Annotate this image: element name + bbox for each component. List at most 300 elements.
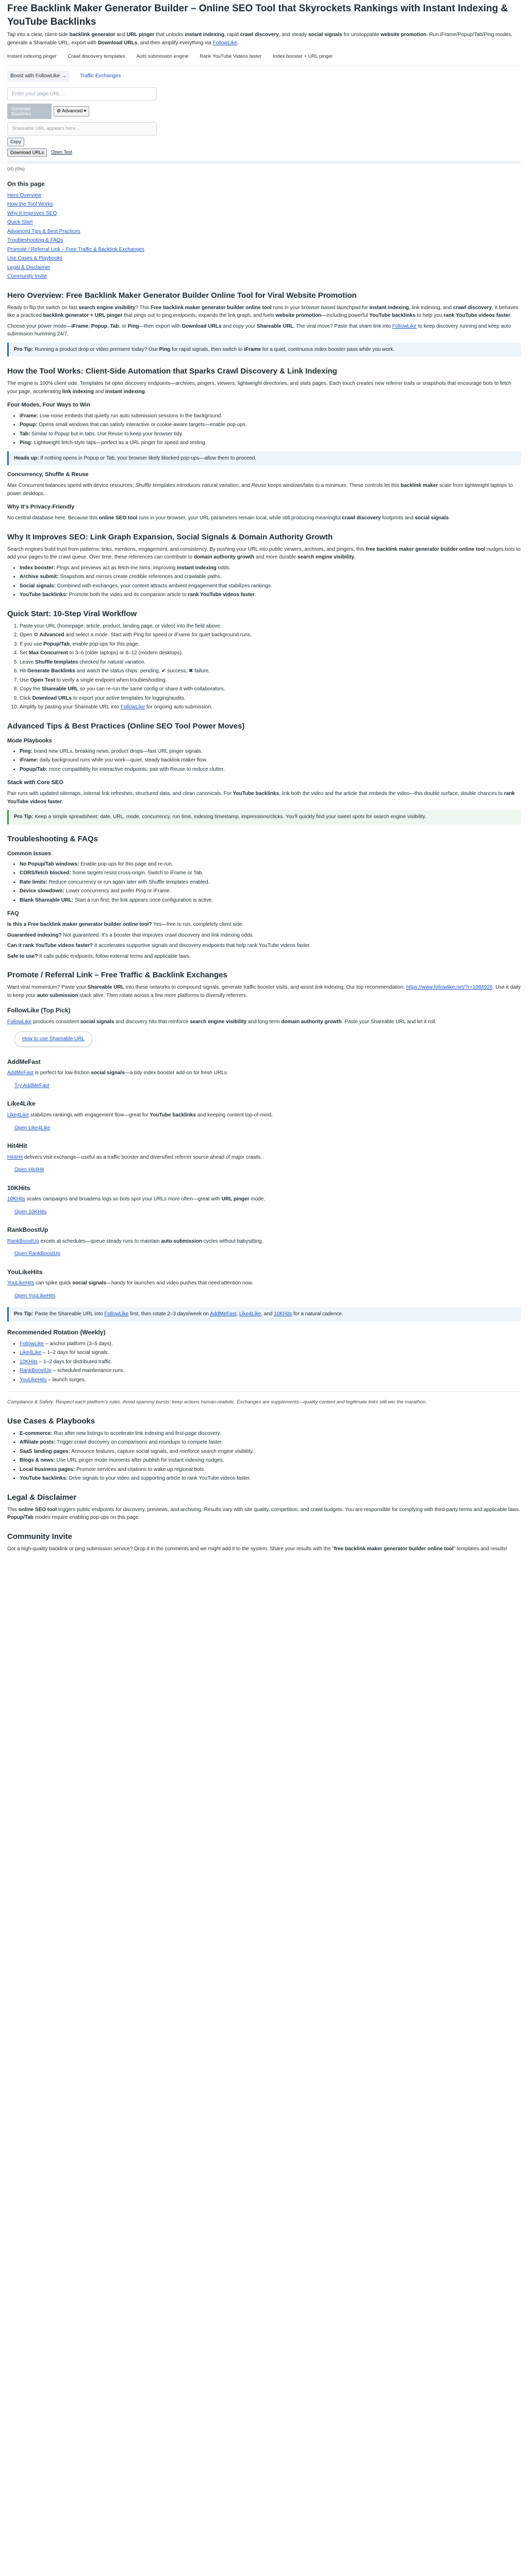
bold-text: free backlink maker generator builder online tool: [366, 546, 486, 552]
toc-item: [7, 200, 521, 209]
text-run: ? This: [135, 304, 151, 311]
list-item: [20, 439, 521, 447]
text-run: This: [7, 1506, 19, 1513]
bold-text: Can it rank YouTube videos faster?: [7, 943, 93, 949]
toc-link[interactable]: Quick Start: [7, 219, 33, 226]
text-run: and copy your: [221, 323, 257, 329]
text-run: . Paste your Shareable URL and let it roll.: [341, 1019, 437, 1025]
text-run: , and: [261, 1311, 274, 1317]
faq-item: [7, 953, 521, 961]
quick-start-heading: Quick Start: 10-Step Viral Workflow: [7, 609, 137, 618]
use-cases-heading: Use Cases & Playbooks: [7, 1416, 95, 1426]
text-run: mode.: [249, 1196, 266, 1202]
text-run: Hit: [20, 668, 27, 674]
text-run: It calls public endpoints; follow external terms and applicable laws.: [38, 953, 191, 959]
text-run: If you use: [20, 641, 44, 647]
text-run: and more durable: [254, 554, 298, 561]
step-item: [20, 667, 521, 675]
toc-link[interactable]: Advanced Tips & Best Practices: [7, 228, 80, 234]
bold-text: Pro Tip:: [14, 346, 34, 352]
use-cases-list: [7, 1430, 521, 1483]
list-item: [20, 430, 521, 438]
list-item: [20, 1358, 521, 1366]
text-run: .: [144, 388, 146, 395]
text-run: and keeping content top-of-mind.: [195, 1112, 273, 1118]
progress-bar: [7, 161, 521, 164]
bold-text: Generate Backlinks: [27, 668, 75, 674]
text-run: and watch the status chips: pending, ✔ success, ✖ failure.: [75, 668, 210, 674]
text-run: Run after new listings to accelerate link indexing and first-page discovery.: [52, 1430, 221, 1436]
bold-text: Local business pages:: [20, 1466, 75, 1472]
bold-text: iFrame: [71, 323, 89, 329]
bold-text: Open Test: [30, 677, 55, 683]
like4like-link[interactable]: Like4Like: [239, 1311, 261, 1317]
progress-counter: 0/0 (0%): [7, 166, 25, 172]
network-heading: YouLikeHits: [7, 1268, 43, 1276]
text-run: and: [93, 388, 106, 395]
tools-nav: [7, 53, 521, 65]
bold-text: iFrame: [244, 346, 261, 352]
text-run: Similar to Popup but in tabs. Use Reuse to keep your browser tidy.: [30, 431, 184, 437]
bold-text: domain authority growth: [193, 554, 255, 561]
addmefast-link[interactable]: AddMeFast: [210, 1311, 237, 1317]
text-run: cycles without babysitting.: [202, 1238, 263, 1244]
step-item: [20, 685, 521, 693]
tools-nav-item[interactable]: Crawl discovery templates: [68, 54, 125, 60]
text-run: Promote services and citations to wake up regional bots.: [75, 1466, 206, 1472]
toc-heading: On this page: [7, 180, 45, 188]
download-urls-button[interactable]: Download URLs: [7, 148, 47, 157]
stack-paragraph: [7, 790, 521, 806]
text-run: to help you: [415, 313, 444, 319]
rotation-list: [7, 1340, 521, 1384]
bold-text: Tab:: [20, 431, 30, 437]
toc-link[interactable]: Community Invite: [7, 274, 47, 280]
rotation-heading: Recommended Rotation (Weekly): [7, 1328, 106, 1336]
text-run: Paste the Shareable URL into: [33, 1311, 105, 1317]
rotation-link[interactable]: RankBoostUp: [20, 1368, 52, 1374]
visit-network-link[interactable]: Open 10KHits: [14, 1209, 47, 1215]
text-run: daily background runs while you work—quiet, steady backlink maker flow.: [38, 757, 208, 764]
intro-paragraph: [7, 31, 521, 47]
toc-item: [7, 273, 521, 281]
bold-text: URL pinger: [221, 1196, 250, 1202]
text-run: . It behaves like a practiced: [7, 304, 519, 319]
list-item: [20, 1438, 521, 1447]
text-run: stabilizes rankings with engagement flow—great for: [29, 1112, 150, 1118]
toc-link[interactable]: Troubleshooting & FAQs: [7, 238, 63, 244]
playbooks-heading: Mode Playbooks: [7, 737, 52, 744]
tools-nav-item[interactable]: Auto submission engine: [136, 54, 189, 60]
bold-text: Blogs & news:: [20, 1458, 55, 1464]
bold-text: social signals: [415, 515, 449, 521]
text-run: excels at schedules—queue steady runs to maintain: [39, 1238, 161, 1244]
bold-text: search engine visibility: [190, 1019, 247, 1025]
bold-text: online SEO tool: [98, 515, 138, 521]
bold-text: Popup: [91, 323, 107, 329]
text-run: Choose your power mode—: [7, 323, 72, 329]
text-run: Start a run first; the link appears once configuration is active.: [73, 897, 213, 903]
10khits-link[interactable]: 10KHits: [274, 1311, 292, 1317]
tools-nav-item[interactable]: Rank YouTube Videos faster: [200, 54, 262, 60]
text-run: Yes—free to run, completely client side.: [152, 922, 244, 928]
text-run: Set: [20, 650, 29, 656]
list-item: [20, 1367, 521, 1375]
bold-text: Popup/Tab:: [20, 766, 48, 772]
divider: [7, 1391, 521, 1392]
bold-text: Shareable URL: [256, 323, 294, 329]
followlike-paragraph: [7, 1018, 521, 1026]
text-run: runs in your browser, your URL parameters remain local, while still producing meaningful: [137, 515, 342, 521]
bold-text: Pro Tip:: [14, 814, 34, 820]
bold-text: Ping:: [20, 440, 32, 446]
toc-link[interactable]: Legal & Disclaimer: [7, 264, 51, 270]
button-row: [7, 148, 521, 157]
bold-text: E-commerce:: [20, 1430, 53, 1436]
text-run: Opens small windows that can satisfy interactive or cookie-aware targets—enable pop-ups.: [37, 422, 247, 428]
intro-bold: instant indexing: [185, 32, 225, 38]
generate-backlinks-button[interactable]: Generate Backlinks: [7, 104, 52, 119]
text-run: stack alive. Then rotate across a few more platforms to diversify referrers.: [78, 992, 248, 998]
network-paragraph: [7, 1238, 521, 1246]
shareable-url-output[interactable]: Shareable URL appears here…: [7, 122, 157, 135]
visit-network-link[interactable]: Try AddMeFast: [14, 1082, 50, 1089]
text-run: Lightweight fetch-style taps—perfect as a URL pinger for speed and testing.: [32, 440, 207, 446]
list-item: [20, 1376, 521, 1384]
bold-text: iFrame:: [20, 413, 39, 419]
list-item: [20, 1456, 521, 1465]
bold-text: Free backlink maker generator builder online tool: [151, 304, 272, 311]
common-issues-heading: Common Issues: [7, 850, 51, 857]
heads-up-callout: [7, 451, 521, 466]
quick-start-steps: [7, 622, 521, 711]
tab-row: [7, 71, 521, 82]
step-item: [20, 676, 521, 685]
list-item: [20, 756, 521, 765]
followlike-link[interactable]: FollowLike: [104, 1311, 129, 1317]
bold-text: Social signals:: [20, 583, 56, 589]
shareable-url-howto-button[interactable]: How to use Shareable URL: [14, 1031, 92, 1047]
network-paragraph: [7, 1154, 521, 1162]
text-run: to 3–6 (older laptops) or 8–12 (modern desktops).: [68, 650, 183, 656]
text-run: to verify a single endpoint when troubleshooting.: [55, 677, 167, 683]
followlike-link[interactable]: FollowLike: [392, 323, 417, 329]
tools-nav-item[interactable]: Index booster + URL pinger: [273, 54, 333, 60]
bold-text: CORS/fetch blocked:: [20, 870, 71, 876]
text-run: It accelerates supportive signals and discovery endpoints that help rank YouTube videos faster.: [93, 943, 311, 949]
text-run: Announce features, capture social signals, and reinforce search engine visibility.: [70, 1448, 254, 1454]
text-run: brand new URLs, breaking news, product drops—fast URL pinger signals.: [32, 748, 203, 754]
intro-text: . Run iFrame/Popup/Tab/Ping modes, generate a Shareable URL, export with: [7, 32, 513, 46]
text-run: can spike quick: [34, 1280, 73, 1286]
rotation-link[interactable]: YouLikeHits: [20, 1377, 47, 1383]
text-run: – 1–2 days for social signals.: [41, 1350, 109, 1356]
bold-text: YouTube backlinks:: [20, 1476, 68, 1482]
list-item: [20, 421, 521, 429]
advanced-toggle[interactable]: ⚙ Advanced ▾: [54, 106, 89, 116]
list-item: [20, 591, 521, 599]
text-run: produces consistent: [31, 1019, 80, 1025]
modes-heading: Four Modes, Four Ways to Win: [7, 402, 90, 409]
text-run: and long-term: [246, 1019, 282, 1025]
bold-text: Popup/Tab: [43, 641, 70, 647]
toc-link[interactable]: Use Cases & Playbooks: [7, 256, 63, 262]
bold-text: Pro Tip:: [14, 1311, 34, 1317]
hero-paragraph: [7, 323, 521, 338]
italic-text: Max Concurrent: [7, 483, 44, 489]
tools-nav-item[interactable]: Instant indexing pinger: [7, 54, 57, 60]
bold-text: Is this a Free backlink maker generator builder online tool?: [7, 922, 152, 928]
visit-network-link[interactable]: Open YouLikeHits: [14, 1293, 56, 1299]
list-item: [20, 573, 521, 581]
text-run: odds.: [216, 565, 231, 571]
intro-text: , and then amplify everything via: [137, 40, 213, 46]
text-run: for ongoing auto submission.: [145, 704, 212, 710]
community-paragraph: [7, 1545, 521, 1553]
network-link[interactable]: YouLikeHits: [7, 1280, 35, 1286]
text-run: Promote both the video and its companion article to: [67, 592, 188, 598]
text-run: Got a high-quality backlink or ping submission service? Drop it in the comments and we might add it to the system. Share your results with the ": [7, 1546, 334, 1552]
compliance-note: Compliance & Safety: Respect each platform's rules. Avoid spammy bursts; keep actions human-realistic. Exchanges are supplements—quality content and legitimate links still win the marathon.: [7, 1399, 427, 1405]
why-list: [7, 564, 521, 599]
text-run: Drive signals to your video and supporting article to rank YouTube videos faster.: [67, 1476, 251, 1482]
visit-network-link[interactable]: Open Hit4Hit: [14, 1167, 44, 1173]
table-of-contents: [7, 192, 521, 281]
text-run: Lower concurrency and prefer Ping or iFrame.: [64, 888, 171, 894]
issues-list: [7, 860, 521, 905]
toc-item: [7, 210, 521, 218]
text-run: for rapid signals, then switch to: [170, 346, 244, 352]
toc-link[interactable]: Why It Improves SEO: [7, 210, 57, 216]
text-run: is perfect for low-friction: [34, 1070, 91, 1076]
text-run: runs in your browser based launchpad for: [271, 304, 370, 311]
step-item: [20, 631, 521, 639]
text-run: .: [354, 554, 356, 561]
text-run: into these networks to compound signals, generate traffic booster visits, and assist link indexing. Our top recommendation:: [124, 985, 406, 991]
toc-link[interactable]: How the Tool Works: [7, 201, 53, 208]
bold-text: instant indexing: [105, 388, 145, 395]
promote-paragraph: [7, 984, 521, 999]
hero-heading: Hero Overview: Free Backlink Maker Generator Builder Online Tool for Viral Website Promotion: [7, 291, 357, 300]
troubleshooting-heading: Troubleshooting & FAQs: [7, 834, 98, 843]
referral-link[interactable]: https://www.followlike.net/?r=1084926: [406, 985, 493, 991]
text-run: ,: [107, 323, 110, 329]
bold-text: auto submission: [37, 992, 78, 998]
intro-text: Tap into a clear, client-side: [7, 32, 70, 38]
bold-text: instant indexing: [177, 565, 217, 571]
list-item: [20, 1340, 521, 1348]
bold-text: search engine visibility: [298, 554, 355, 561]
followlike-link[interactable]: FollowLike: [212, 40, 237, 46]
text-run: .: [510, 313, 512, 319]
intro-text: for unstoppable: [342, 32, 381, 38]
intro-bold: URL pinger: [126, 32, 155, 38]
text-run: Pair runs with updated sitemaps, internal link refreshes, structured data, and clean canonicals. For: [7, 791, 233, 797]
text-run: – anchor platform (3–5 days).: [44, 1341, 113, 1347]
list-item: [20, 887, 521, 895]
followlike-link[interactable]: FollowLike: [7, 1019, 32, 1025]
toc-item: [7, 236, 521, 245]
text-run: Search engines build trust from patterns: links, mentions, engagement, and consistency. By pushing your URL into public viewers, archives, and pingers, this: [7, 546, 366, 552]
intro-bold: Download URLs: [97, 40, 138, 46]
text-run: Open: [20, 632, 34, 638]
bold-text: No Popup/Tab windows:: [20, 861, 79, 867]
visit-network-link[interactable]: Open RankBoostUp: [14, 1251, 60, 1257]
text-run: templates introduces natural variation; and: [151, 483, 252, 489]
text-run: Use: [20, 677, 30, 683]
toc-link[interactable]: Hero Overview: [7, 192, 42, 198]
italic-text: Shuffle: [135, 483, 152, 489]
rotation-tip-callout: [7, 1307, 521, 1321]
text-run: footprints and: [381, 515, 415, 521]
toc-item: [7, 246, 521, 254]
text-run: to export your active templates for logging/audits.: [72, 695, 186, 701]
list-item: [20, 1349, 521, 1357]
network-link[interactable]: Hit4Hit: [7, 1154, 23, 1160]
text-run: No central database here. Because this: [7, 515, 99, 521]
text-run: so you can re-run the same config or share it with collaborators.: [78, 686, 225, 692]
tab-boost-followlike[interactable]: Boost with FollowLike →: [7, 71, 70, 82]
toc-item: [7, 255, 521, 263]
text-run: Low-noise embeds that quietly run auto submission sessions in the background.: [38, 413, 222, 419]
promote-heading: Promote / Referral Link – Free Traffic & Backlink Exchanges: [7, 971, 227, 980]
text-run: Leave: [20, 659, 36, 665]
rotation-link[interactable]: 10KHits: [20, 1359, 38, 1365]
bold-text: ⚙ Advanced: [34, 632, 64, 638]
text-run: checked for natural variation.: [78, 659, 146, 665]
text-run: Snapshots and mirrors create credible references and crawlable paths.: [58, 574, 222, 580]
how-paragraph: [7, 380, 521, 396]
text-run: scales campaigns and broadens logs so bots spot your URLs more often—great with: [25, 1196, 222, 1202]
visit-network-link[interactable]: Open Like4Like: [14, 1125, 51, 1131]
network-link[interactable]: Like4Like: [7, 1112, 29, 1118]
list-item: [20, 860, 521, 869]
text-run: Some targets resist cross-origin. Switch to iFrame or Tab.: [71, 870, 204, 876]
bold-text: Shareable URL: [41, 686, 78, 692]
text-run: balances speed with device resources;: [44, 483, 136, 489]
text-run: – scheduled maintenance runs.: [51, 1368, 125, 1374]
text-run: Keep a simple spreadsheet: date, URL, mode, concurrency, run time, indexing timestamp, impressions/clicks. You'll quickly find your sweet spots for search engine visibility.: [33, 814, 426, 820]
bold-text: Ping: [159, 346, 171, 352]
list-item: [20, 1430, 521, 1438]
intro-text: , rapid: [224, 32, 240, 38]
text-run: keeps windows/tabs to a minimum. These controls let this: [266, 483, 401, 489]
open-test-link[interactable]: Open Test: [51, 149, 72, 155]
bold-text: website promotion: [275, 313, 322, 319]
faq-heading: FAQ: [7, 910, 19, 917]
tab-traffic-exchanges[interactable]: Traffic Exchanges: [79, 73, 121, 79]
step-item: [20, 640, 521, 649]
text-run: modes require enabling pop-ups on this page.: [33, 1515, 140, 1521]
text-run: that pings out to ping endpoints, expands the link graph, and fuels: [122, 313, 276, 319]
network-link[interactable]: AddMeFast: [7, 1070, 34, 1076]
toc-item: [7, 228, 521, 236]
text-run: Enable pop-ups for this page and re-run.: [79, 861, 173, 867]
text-run: Click: [20, 695, 32, 701]
advanced-heading: Advanced Tips & Best Practices (Online SEO Tool Power Moves): [7, 721, 245, 731]
rotation-link[interactable]: Like4Like: [20, 1350, 42, 1356]
list-item: [20, 748, 521, 756]
network-paragraph: [7, 1111, 521, 1120]
text-run: and discovery hits that reinforce: [114, 1019, 190, 1025]
bold-text: crawl discovery: [453, 304, 492, 311]
bold-text: social signals: [91, 1070, 125, 1076]
bold-text: rank YouTube videos faster: [188, 592, 255, 598]
list-item: [20, 766, 521, 774]
text-run: Trigger crawl discovery on comparisons and roundups to compete faster.: [55, 1439, 223, 1446]
text-run: Combined with exchanges, your content attracts ambient engagement that stabilizes rankings.: [56, 583, 272, 589]
why-heading: Why It Improves SEO: Link Graph Expansion, Social Signals & Domain Authority Growth: [7, 532, 333, 541]
text-run: Not guaranteed. It's a booster that improves crawl discovery and link indexing odds.: [61, 932, 254, 938]
network-link[interactable]: RankBoostUp: [7, 1238, 39, 1244]
bold-text: Safe to use?: [7, 953, 38, 959]
list-item: [20, 1466, 521, 1474]
text-run: , link both the video and the article that embeds the video—this double surface, double chances to: [279, 791, 504, 797]
bold-text: crawl discovery: [342, 515, 381, 521]
rotation-link[interactable]: FollowLike: [20, 1341, 44, 1347]
bold-text: auto submission: [161, 1238, 202, 1244]
step-item: [20, 622, 521, 631]
bold-text: Heads up:: [14, 455, 39, 461]
bold-text: Shareable URL: [87, 985, 124, 991]
page-title: Free Backlink Maker Generator Builder – Online SEO Tool that Skyrockets Rankings with Instant Indexing & YouTube Backlinks: [7, 3, 508, 27]
text-run: , or: [119, 323, 128, 329]
text-run: .: [449, 515, 450, 521]
step-item: [20, 649, 521, 657]
text-run: delivers visit exchange—useful as a traffic booster and diversified referrer source ahead of major crawls.: [23, 1154, 262, 1160]
bold-text: backlink generator + URL pinger: [43, 313, 123, 319]
concurrency-heading: Concurrency, Shuffle & Reuse: [7, 471, 89, 478]
text-run: Amplify by pasting your Shareable URL into: [20, 704, 121, 710]
network-link[interactable]: 10KHits: [7, 1196, 26, 1202]
list-item: [20, 869, 521, 877]
toc-item: [7, 218, 521, 227]
playbooks-list: [7, 748, 521, 774]
list-item: [20, 896, 521, 905]
text-run: —handy for launches and video pushes that need attention now.: [106, 1280, 253, 1286]
text-run: ,: [88, 323, 91, 329]
copy-button[interactable]: Copy: [7, 138, 24, 147]
toc-link[interactable]: Promote / Referral Link – Free Traffic & Backlink Exchanges: [7, 246, 145, 252]
list-item: [20, 564, 521, 572]
bold-text: Archive submit:: [20, 574, 59, 580]
text-run: .: [61, 799, 63, 805]
toc-item: [7, 192, 521, 200]
followlike-link[interactable]: FollowLike: [120, 704, 145, 710]
intro-bold: website promotion: [381, 32, 426, 38]
bold-text: Popup:: [20, 422, 38, 428]
bold-text: Tab: [110, 323, 119, 329]
text-run: Reduce concurrency or run again later with Shuffle templates enabled.: [47, 879, 210, 885]
concurrency-paragraph: [7, 482, 521, 498]
text-run: .: [254, 592, 256, 598]
followlike-heading: FollowLike (Top Pick): [7, 1007, 71, 1014]
text-run: Paste your URL (homepage, article, product, landing page, or video) into the field above.: [20, 623, 222, 629]
stack-heading: Stack with Core SEO: [7, 779, 63, 786]
text-run: . Use it daily to keep your: [7, 985, 521, 998]
text-run: nudges bots to add your pages to the crawl queue. Over time, these references can contribute to: [7, 546, 521, 561]
text-run: , link indexing, and: [409, 304, 453, 311]
list-item: [20, 412, 521, 420]
faq-item: [7, 942, 521, 950]
list-item: [20, 878, 521, 887]
text-run: triggers public endpoints for discovery, previews, and archiving. Results vary with site quality, competition, and crawl budgets. You are responsible for complying with third-party terms and applicable laws.: [57, 1506, 520, 1513]
bold-text: Ping: [127, 323, 139, 329]
url-input[interactable]: Enter your page URL…: [7, 87, 157, 100]
legal-paragraph: [7, 1506, 521, 1522]
modes-list: [7, 412, 521, 447]
italic-text: Reuse: [251, 483, 267, 489]
